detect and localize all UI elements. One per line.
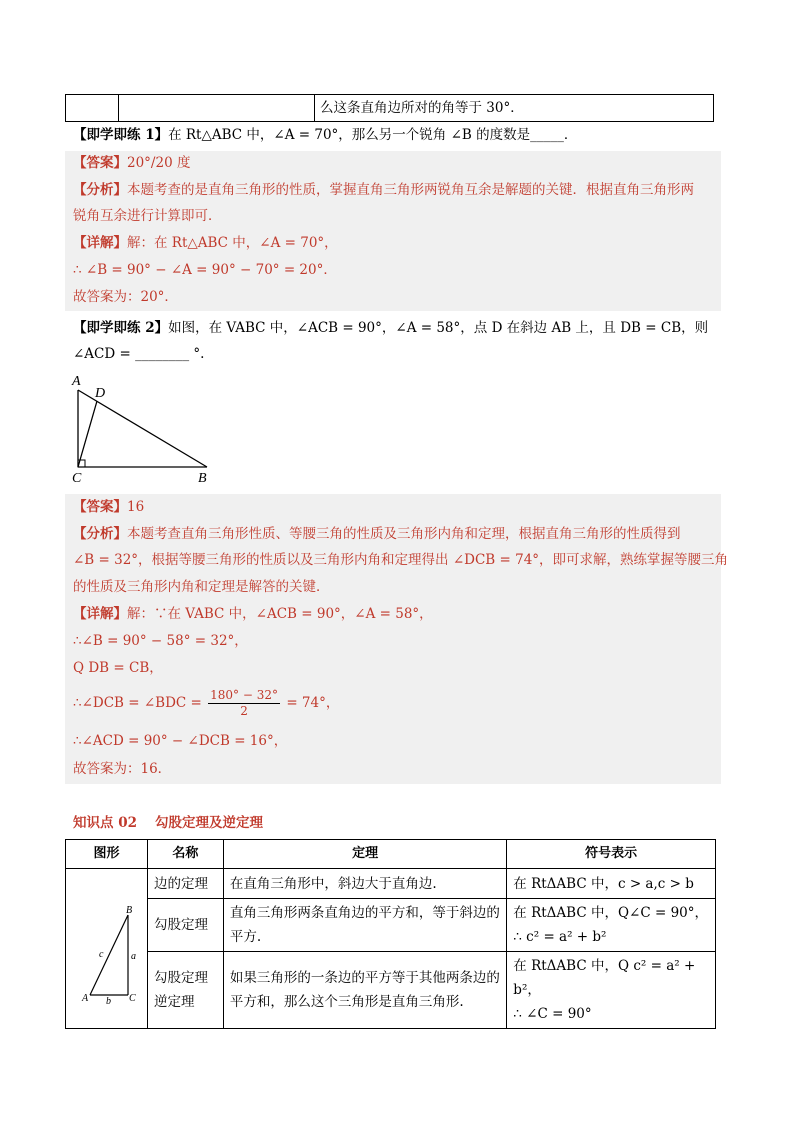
exercise-tag: 【即学即练 1】 [73,127,169,143]
theorem-symbol-cell [507,899,716,952]
theorem-symbol: ∴ ∠C = 90° [513,1006,592,1022]
detail-line [73,604,433,624]
detail-text: 故答案为：20°． [73,289,178,305]
detail-text: ∴∠B = 90° − 58° = 32°， [73,633,248,649]
answer-blank: _____ [530,127,564,143]
theorem-symbol: 在 RtΔABC 中，Q∠C = 90°， [513,905,708,921]
detail-text: ∴∠DCB = ∠BDC = [73,695,202,711]
theorem-symbol: ∴ c² = a² + b² [513,929,607,945]
label-b: B [126,904,133,916]
detail-line [73,233,338,253]
table-header-row [66,840,716,869]
hypotenuse-c [90,915,128,995]
section-heading: 勾股定理及逆定理 [155,815,263,831]
section-title [73,813,263,833]
question-text: ∠ACD = ________ °. [73,346,205,362]
analysis-tag: 【分析】 [73,182,127,198]
detail-text: ∴∠ACD = 90° − ∠DCB = 16°， [73,733,288,749]
detail-text: Q DB = CB， [73,660,163,676]
detail-text: ∴ ∠B = 90° − ∠A = 90° − 70° = 20°． [73,262,337,278]
table-row [66,899,716,952]
exercise-tag: 【即学即练 2】 [73,320,169,336]
header-figure: 图形 [66,840,148,869]
theorem-name: 勾股定理逆定理 [147,952,223,1029]
fraction-numerator: 180° − 32° [210,688,279,702]
detail-tag: 【详解】 [73,606,127,622]
theorem-statement: 如果三角形的一条边的平方等于其他两条边的平方和，那么这个三角形是直角三角形. [223,952,506,1029]
table-divider [314,95,315,121]
analysis-line [73,180,694,200]
fraction [208,688,280,719]
right-triangle-figure [66,885,146,1005]
label-side-b: b [106,995,112,1005]
analysis-text: 本题考查的是直角三角形的性质，掌握直角三角形两锐角互余是解题的关键．根据直角三角形两 [127,182,694,198]
theorem-name: 勾股定理 [147,899,223,952]
detail-text: 解：在 Rt△ABC 中，∠A = 70°， [127,235,338,251]
section-number: 知识点 02 [73,815,137,831]
exercise-1-question [73,125,577,145]
theorem-symbol: 在 RtΔABC 中，c > a,c > b [507,869,716,899]
theorem-table [65,839,716,1029]
answer-text: 20°/20 度 [127,155,191,171]
label-a: A [72,374,81,389]
answer-line [73,153,190,173]
detail-text: 解：∵在 VABC 中，∠ACB = 90°，∠A = 58°， [127,606,433,622]
header-symbol: 符号表示 [507,840,716,869]
question-text: 在 Rt△ABC 中，∠A = 70°，那么另一个锐角 ∠B 的度数是 [168,127,531,143]
analysis-text: 的性质及三角形内角和定理是解答的关键． [73,579,330,595]
header-name: 名称 [147,840,223,869]
header-theorem: 定理 [223,840,506,869]
theorem-symbol-cell [507,952,716,1029]
table-cell-text: 么这条直角边所对的角等于 30°． [320,100,524,116]
analysis-text: 锐角互余进行计算即可． [73,208,222,224]
table-row [66,952,716,1029]
table-row [66,869,716,899]
label-c: C [72,471,82,486]
detail-text: = 74°， [286,695,340,711]
label-d: D [95,386,106,401]
answer-line [73,497,144,517]
label-side-a: a [131,950,137,962]
table-divider [118,95,119,121]
triangle-figure [65,372,215,487]
question-text: 如图，在 VABC 中，∠ACB = 90°，∠A = 58°，点 D 在斜边 AB 上，且 DB = CB，则 [168,320,709,336]
figure-cell [66,869,148,1029]
theorem-statement: 在直角三角形中，斜边大于直角边. [223,869,506,899]
answer-text: 16 [127,499,145,515]
question-end: ． [563,127,578,143]
answer-tag: 【答案】 [73,155,127,171]
detail-fraction-line [73,686,339,720]
label-a: A [82,992,89,1004]
segment-cd [78,401,97,467]
theorem-statement: 直角三角形两条直角边的平方和，等于斜边的平方. [223,899,506,952]
label-b: B [198,471,207,486]
label-side-c: c [99,948,104,960]
exercise-2-question [73,318,708,338]
analysis-line [73,524,681,544]
theorem-name: 边的定理 [147,869,223,899]
detail-text: 故答案为：16． [73,761,172,777]
theorem-symbol: 在 RtΔABC 中，Q c² = a² + b²， [513,958,696,998]
answer-tag: 【答案】 [73,499,127,515]
top-table [65,94,714,122]
analysis-tag: 【分析】 [73,526,127,542]
detail-tag: 【详解】 [73,235,127,251]
fraction-denominator: 2 [240,704,248,718]
analysis-text: ∠B = 32°，根据等腰三角形的性质以及三角形内角和定理得出 ∠DCB = 74°，即可求解，熟练掌握等腰三角 [73,552,729,568]
label-c: C [129,992,137,1004]
analysis-text: 本题考查直角三角形性质、等腰三角的性质及三角形内角和定理，根据直角三角形的性质得到 [127,526,681,542]
